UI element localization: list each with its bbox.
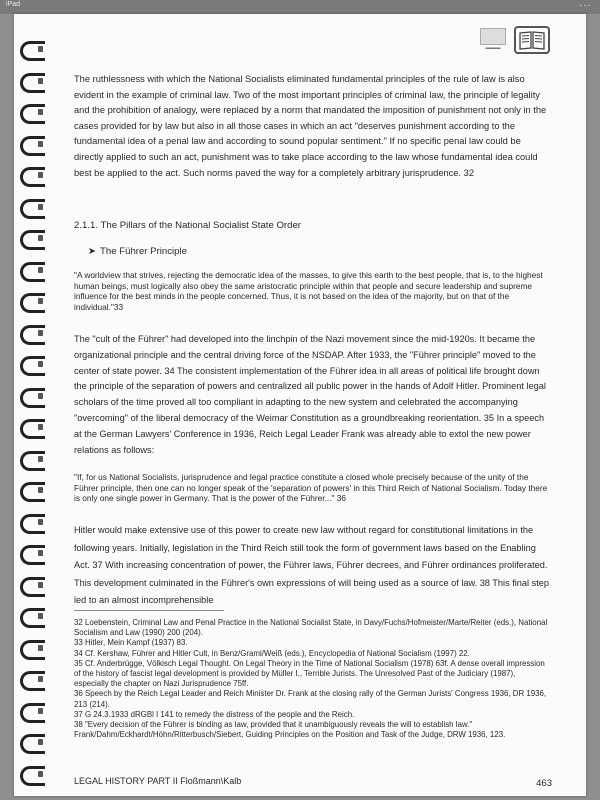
binder-ring-icon: [20, 40, 48, 58]
binder-rings: [14, 14, 54, 796]
paragraph-2: The "cult of the Führer" had developed into the linchpin of the Nazi movement since the mid-1920s. It became the organizational principle and the central driving force of the NSDAP. After 1933, the "Führer principle" moved to the center of state power. 34 The consistent implementation of the Führer idea in all areas of political life brought down the principle of the separation of powers and centralized all public power in the hands of Adolf Hitler. Prominent legal scholars of the time proved all too compliant in adapting to the new system and celebrated the accompanying "overcoming" of the liberal democracy of the Weimar Constitution as a groundbreaking reorientation. 35 In a speech at the German Lawyers' Conference in 1936, Reich Legal Leader Frank was already able to extol the new power relations as follows:: [74, 334, 546, 455]
binder-ring-icon: [20, 103, 48, 121]
binder-ring-icon: [20, 765, 48, 783]
document-page: [14, 14, 586, 796]
binder-ring-icon: [20, 261, 48, 279]
binder-ring-icon: [20, 229, 48, 247]
footnote-divider: [74, 610, 224, 611]
binder-ring-icon: [20, 418, 48, 436]
quote-1: "A worldview that strives, rejecting the democratic idea of the masses, to give this earth to the best people, that is, to the highest human beings, must logically also obey the same aristocratic principle within that people and secure leadership and supreme influence for the best minds in the people concerned. Thus, it is not based on the idea of the majority, but on that of the individual."33: [74, 270, 543, 312]
binder-ring-icon: [20, 292, 48, 310]
footer-course: LEGAL HISTORY PART II Floßmann\Kalb: [74, 776, 242, 786]
footnotes: [74, 618, 552, 740]
subheading-text: The Führer Principle: [100, 246, 187, 257]
section-heading: 2.1.1. The Pillars of the National Socialist State Order: [74, 220, 301, 231]
binder-ring-icon: [20, 324, 48, 342]
paragraph-1: The ruthlessness with which the National Socialists eliminated fundamental principles of the rule of law is also evident in the example of criminal law. Two of the most important principles of criminal law, the principle of legality and the prohibition of analogy, were replaced by a norm that mandated the imposition of punishment not only in the cases provided for by law but also in all those cases in which an act "deserves punishment according to the fundamental idea of a penal law and according to sound popular sentiment." If no specific penal law could be directly applied to such an act, punishment was to take place according to the law whose fundamental idea could best be applied to the act. Such norms paved the way for a completely arbitrary jurisprudence. 32: [74, 74, 547, 178]
footnote: 35 Cf. Anderbrügge, Völkisch Legal Thought. On Legal Theory in the Time of National Socialism (1978) 63f. A dense overall impression of the history of fascist legal development is provided by Müller I., Terrible Jurists. The Unresolved Past of the Judiciary (1987), especially the chapter on Nazi Jurisprudence 75ff.: [74, 658, 545, 689]
binder-ring-icon: [20, 702, 48, 720]
footnote: 36 Speech by the Reich Legal Leader and Reich Minister Dr. Frank at the closing rally of the German Jurists' Congress 1936, DR 1936, 213 (214).: [74, 689, 547, 709]
footnote: 33 Hitler, Mein Kampf (1937) 83.: [74, 638, 188, 648]
binder-ring-icon: [20, 387, 48, 405]
footnote: 34 Cf. Kershaw, Führer and Hitler Cult, in Benz/Graml/Weiß (eds.), Encyclopedia of National Socialism (1997) 22.: [74, 648, 470, 658]
book-icon: [514, 26, 550, 54]
quote-2: "If, for us National Socialists, jurisprudence and legal practice constitute a closed whole precisely because of the unity of the Führer principle, then one can no longer speak of the 'separation of powers' in this Third Reich of National Socialism. Today there is only one single power in Germany. That is the power of the Führer..." 36: [74, 472, 548, 503]
subheading: [88, 246, 566, 257]
footnote: 38 "Every decision of the Führer is binding as law, provided that it unambiguously reveals the will to establish law." Frank/Dahm/Eckhardt/Höhn/Ritterbusch/Siebert, Guiding Principles on the Position and Task of the Judge, DRW 1936, 123.: [74, 720, 506, 740]
binder-ring-icon: [20, 481, 48, 499]
binder-ring-icon: [20, 198, 48, 216]
binder-ring-icon: [20, 513, 48, 531]
binder-ring-icon: [20, 639, 48, 657]
binder-ring-icon: [20, 166, 48, 184]
more-icon[interactable]: ···: [579, 0, 592, 11]
footnote: 32 Loebenstein, Criminal Law and Penal Practice in the National Socialist State, in Davy/Fuchs/Hofmeister/Marte/Reiter (eds.), National Socialism and Law (1990) 200 (204).: [74, 618, 548, 638]
paragraph-3: Hitler would make extensive use of this power to create new law without regard for constitutional limitations in the following years. Initially, legislation in the Third Reich still took the form of government laws based on the Enabling Act. 37 With increasing concentration of power, the Führer laws, Führer decrees, and Führer ordinances proliferated. This development culminated in the Führer's own expressions of will being used as a source of law. 38 This final step led to an almost incomprehensible: [74, 525, 549, 605]
binder-ring-icon: [20, 450, 48, 468]
binder-ring-icon: [20, 355, 48, 373]
binder-ring-icon: [20, 544, 48, 562]
binder-ring-icon: [20, 135, 48, 153]
binder-ring-icon: [20, 733, 48, 751]
binder-ring-icon: [20, 607, 48, 625]
page-number: 463: [536, 778, 552, 789]
logo-icon: ▬▬▬: [478, 26, 508, 52]
binder-ring-icon: [20, 576, 48, 594]
binder-ring-icon: [20, 670, 48, 688]
binder-ring-icon: [20, 72, 48, 90]
arrow-bullet-icon: ➤: [88, 246, 97, 257]
window-title: iPad: [6, 1, 21, 8]
status-bar: [0, 0, 600, 14]
footnote: 37 G 24.3.1933 dRGBl I 141 to remedy the distress of the people and the Reich.: [74, 709, 355, 719]
